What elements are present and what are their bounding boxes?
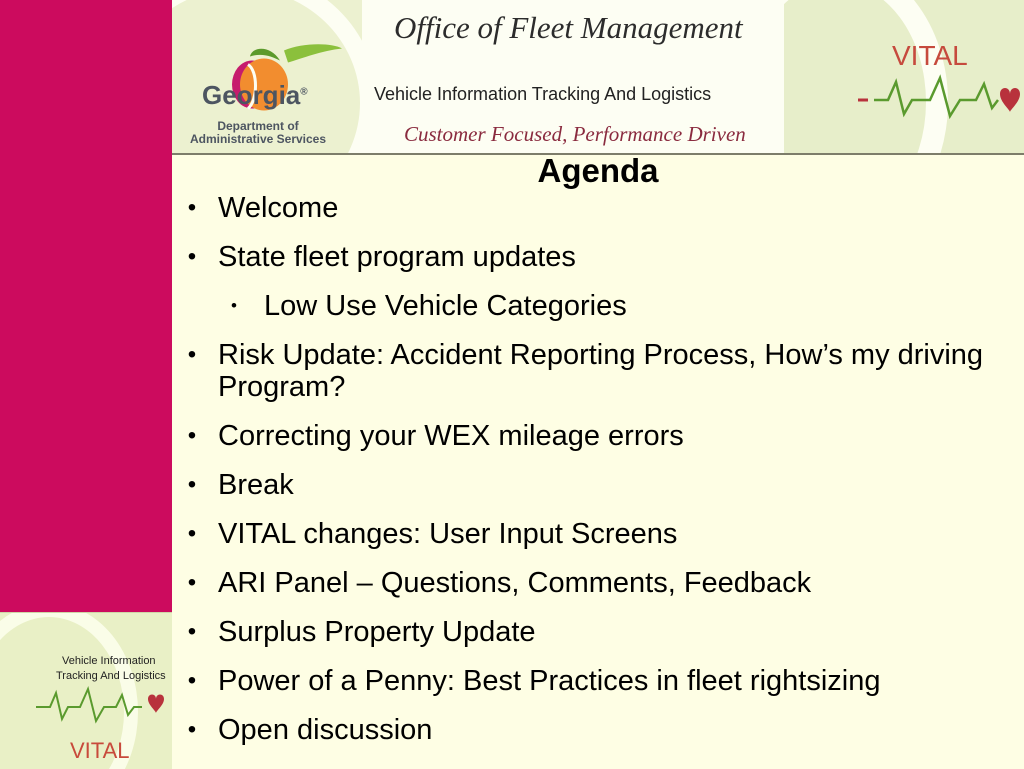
heartbeat-icon (852, 72, 1022, 122)
list-item: • ARI Panel – Questions, Comments, Feedback (172, 567, 1017, 599)
bullet-icon: • (187, 422, 197, 449)
side-logo-line2: Tracking And Logistics (56, 670, 166, 682)
bullet-icon: • (187, 243, 197, 270)
list-item: • VITAL changes: User Input Screens (172, 518, 1017, 550)
list-item: • Correcting your WEX mileage errors (172, 420, 1017, 452)
georgia-wordmark: Georgia® (202, 80, 308, 110)
vital-side-logo (0, 612, 172, 769)
bullet-icon: • (187, 471, 197, 498)
bullet-icon: • (187, 667, 197, 694)
vital-full-name: Vehicle Information Tracking And Logistics (374, 84, 712, 104)
agenda-list (172, 192, 1017, 746)
bullet-icon: • (187, 618, 197, 645)
list-item: • State fleet program updates (172, 241, 1017, 273)
bullet-icon: • (187, 716, 197, 743)
heartbeat-icon (36, 685, 166, 725)
side-logo-vital: VITAL (70, 738, 130, 763)
list-item: • Welcome (172, 192, 1017, 224)
department-label: Department of Administrative Services (189, 119, 327, 146)
office-title: Office of Fleet Management (394, 10, 743, 45)
list-item: • Surplus Property Update (172, 616, 1017, 648)
list-item: • Break (172, 469, 1017, 501)
list-item: • Risk Update: Accident Reporting Process, How’s my driving Program? (172, 339, 1017, 403)
vital-logo-text: VITAL (892, 40, 968, 71)
bullet-icon: • (187, 569, 197, 596)
side-logo-line1: Vehicle Information (62, 655, 156, 667)
bullet-icon: • (231, 296, 237, 315)
list-item: • Power of a Penny: Best Practices in fleet rightsizing (172, 665, 1017, 697)
left-accent-bar (0, 0, 172, 612)
bullet-icon: • (187, 520, 197, 547)
list-item: • Open discussion (172, 714, 1017, 746)
slide-title: Agenda (537, 152, 659, 189)
header-banner (172, 0, 1024, 155)
list-item: • Low Use Vehicle Categories (172, 290, 1017, 322)
bullet-icon: • (187, 194, 197, 221)
tagline: Customer Focused, Performance Driven (404, 122, 746, 146)
bullet-icon: • (187, 341, 197, 368)
